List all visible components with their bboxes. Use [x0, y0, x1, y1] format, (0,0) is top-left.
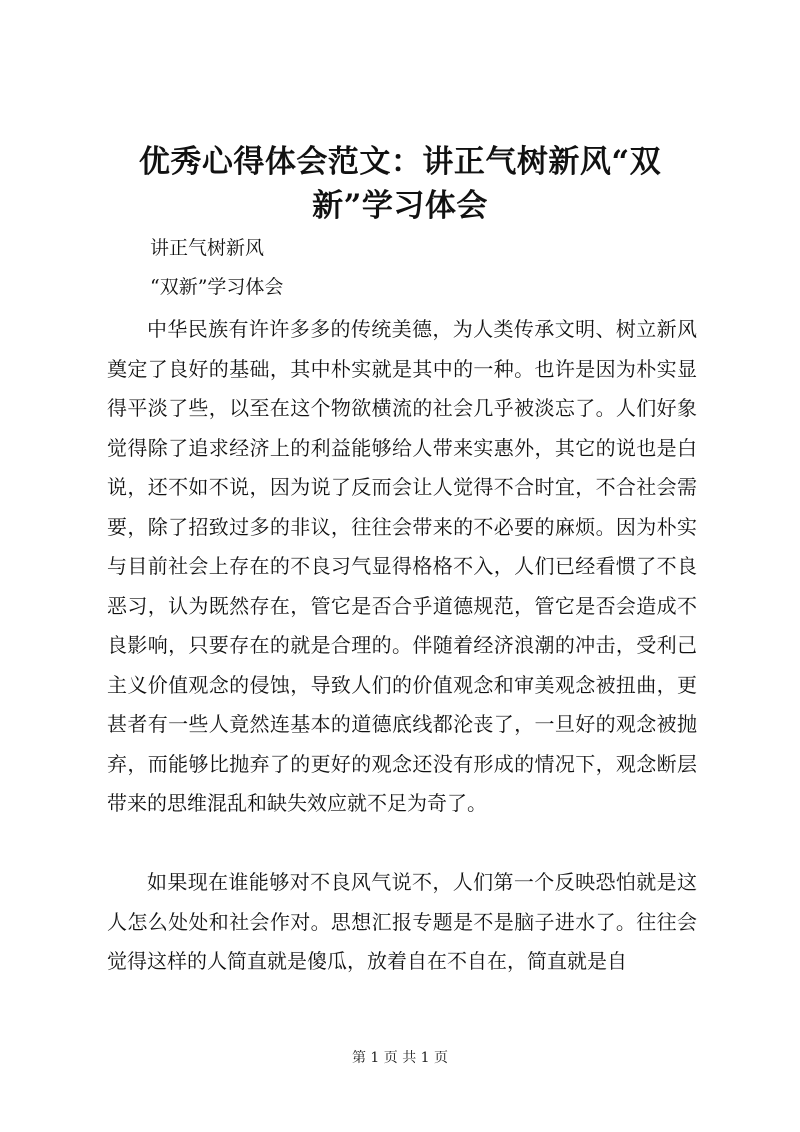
document-title: 优秀心得体会范文：讲正气树新风“双新”学习体会: [138, 144, 662, 224]
body-paragraph-2: 如果现在谁能够对不良风气说不，人们第一个反映恐怕就是这人怎么处处和社会作对。思想汇报专题是不是脑子进水了。往往会觉得这样的人简直就是傻瓜，放着自在不自在，简直就是自: [107, 870, 697, 973]
subtitle-line-2: “双新”学习体会: [150, 276, 284, 298]
subtitle-line-1: 讲正气树新风: [150, 237, 265, 259]
body-paragraph-1: 中华民族有许许多多的传统美德，为人类传承文明、树立新风奠定了良好的基础，其中朴实就是其中的一种。也许是因为朴实显得平淡了些，以至在这个物欲横流的社会几乎被淡忘了。人们好象觉得除了追求经济上的利益能够给人带来实惠外，其它的说也是白说，还不如不说，因为说了反而会让人觉得不合时宜，不合社会需要，除了招致过多的非议，往往会带来的不必要的麻烦。因为朴实与目前社会上存在的不良习气显得格格不入，人们已经看惯了不良恶习，认为既然存在，管它是否合乎道德规范，管它是否会造成不良影响，只要存在的就是合理的。伴随着经济浪潮的冲击，受利己主义价值观念的侵蚀，导致人们的价值观念和审美观念被扭曲，更甚者有一些人竟然连基本的道德底线都沦丧了，一旦好的观念被抛弃，而能够比抛弃了的更好的观念还没有形成的情况下，观念断层带来的思维混乱和缺失效应就不足为奇了。: [107, 317, 697, 815]
page-footer: 第 1 页 共 1 页: [351, 1050, 449, 1066]
